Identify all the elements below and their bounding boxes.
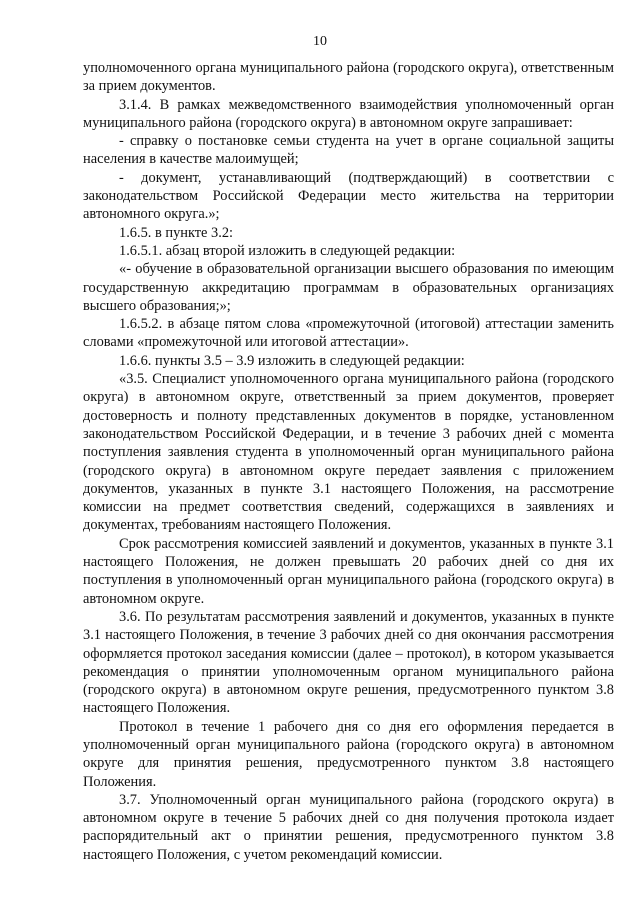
page-number: 10 xyxy=(313,34,327,49)
paragraph: - документ, устанавливающий (подтверждающий) в соответствии с законодательством Российской Федерации место жительства на территории автономного округа.»; xyxy=(83,169,614,223)
paragraph: Протокол в течение 1 рабочего дня со дня его оформления передается в уполномоченный орган муниципального района (городского округа) в автономном округе для принятия решения, предусмотренного пунктом 3.8 настоящего Положения. xyxy=(83,718,614,790)
paragraph: 1.6.6. пункты 3.5 – 3.9 изложить в следующей редакции: xyxy=(119,352,465,369)
paragraph: 1.6.5.1. абзац второй изложить в следующей редакции: xyxy=(119,242,456,259)
paragraph: 1.6.5. в пункте 3.2: xyxy=(119,224,234,241)
paragraph: «- обучение в образовательной организации высшего образования по имеющим государственную аккредитацию программам в образовательных организациях высшего образования;»; xyxy=(83,261,614,314)
document-body xyxy=(83,59,614,864)
paragraph: уполномоченного органа муниципального района (городского округа), ответственным за прием документов. xyxy=(83,60,614,95)
paragraph: 3.1.4. В рамках межведомственного взаимодействия уполномоченный орган муниципального района (городского округа) в автономном округе запрашивает: xyxy=(83,96,614,131)
paragraph: 1.6.5.2. в абзаце пятом слова «промежуточной (итоговой) аттестации заменить словами «промежуточной или итоговой аттестации». xyxy=(83,316,614,351)
paragraph: Срок рассмотрения комиссией заявлений и документов, указанных в пункте 3.1 настоящего Положения, не должен превышать 20 рабочих дней со дня их поступления в уполномоченный орган муниципального района (городского округа) в автономном округе. xyxy=(83,535,614,607)
paragraph: 3.7. Уполномоченный орган муниципального района (городского округа) в автономном округе в течение 5 рабочих дней со дня получения протокола издает распорядительный акт о принятии решения, предусмотренного пунктом 3.8 настоящего Положения, с учетом рекомендаций комиссии. xyxy=(83,791,614,863)
paragraph: «3.5. Специалист уполномоченного органа муниципального района (городского округа) в автономном округе, ответственный за прием документов, проверяет достоверность и полноту представленных документов в порядке, установленном законодательством Российской Федерации, и в течение 3 рабочих дней с момента поступления заявления студента в уполномоченный орган муниципального района (городского округа) в автономном округе передает заявления с приложением документов, указанных в пункте 3.1 настоящего Положения, на рассмотрение комиссии на предмет соответствия сведений, содержащихся в заявлениях и документах, требованиям настоящего Положения. xyxy=(83,371,614,534)
paragraph: - справку о постановке семьи студента на учет в органе социальной защиты населения в качестве малоимущей; xyxy=(83,133,614,168)
paragraph: 3.6. По результатам рассмотрения заявлений и документов, указанных в пункте 3.1 настоящего Положения, в течение 3 рабочих дней со дня окончания рассмотрения оформляется протокол заседания комиссии (далее – протокол), в котором указывается рекомендация о принятии уполномоченным органом муниципального района (городского округа) в автономном округе решения, предусмотренного пунктом 3.8 настоящего Положения. xyxy=(83,608,614,717)
